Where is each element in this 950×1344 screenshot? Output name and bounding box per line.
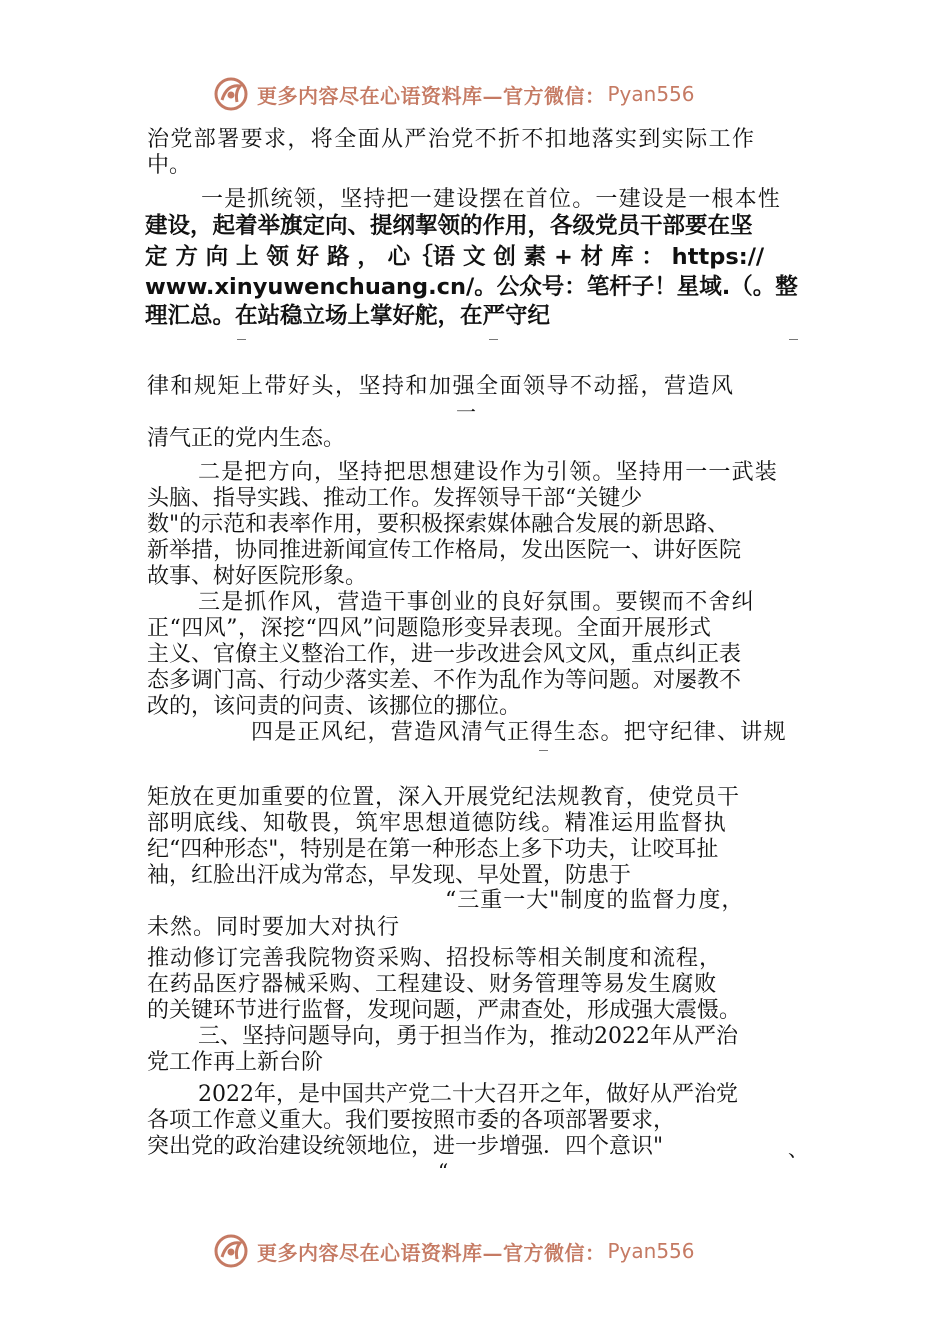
dash-mark: 一 xyxy=(456,400,476,424)
text-line: 三是抓作风，营造干事创业的良好氛围。要锲而不舍纠 xyxy=(198,590,755,615)
separator-dash xyxy=(489,339,498,340)
separator-dash xyxy=(539,750,548,751)
watermark-wechat-id: Pyan556 xyxy=(607,82,695,106)
text-line: 改的，该问责的问责、该挪位的挪位。 xyxy=(147,694,522,719)
separator-dash xyxy=(789,339,798,340)
quote-mark: “ xyxy=(438,1159,449,1183)
text-line: 袖，红脸出汗成为常态，早发现、早处置，防患于 xyxy=(147,863,632,888)
text-line: 各项工作意义重大。我们要按照市委的各项部署要求， xyxy=(147,1108,676,1133)
separator-dash xyxy=(237,339,246,340)
text-line: 清气正的党内生态。 xyxy=(147,426,346,451)
text-line: 突出党的政治建设统领地位，进一步增强．四个意识" xyxy=(147,1134,664,1159)
text-line: 故事、树好医院形象。 xyxy=(147,564,368,589)
header-watermark xyxy=(213,76,695,112)
text-line: 数"的示范和表率作用，要积极探索媒体融合发展的新思路、 xyxy=(147,512,730,537)
footer-watermark xyxy=(213,1233,695,1269)
text-line: 部明底线、知敬畏，筑牢思想道德防线。精准运用监督执 xyxy=(147,811,728,836)
text-line: 2022年，是中国共产党二十大召开之年，做好从严治党 xyxy=(198,1082,738,1107)
text-line: 建设，起着举旗定向、提纲挈领的作用，各级党员干部要在坚 xyxy=(145,213,753,239)
text-line: 未然。同时要加大对执行 xyxy=(147,915,401,940)
watermark-text: 更多内容尽在心语资料库—官方微信： xyxy=(257,1240,606,1265)
text-line: 主义、官僚主义整治工作，进一步改进会风文风，重点纠正表 xyxy=(147,642,742,667)
text-line: 二是把方向，坚持把思想建设作为引领。坚持用一一武装 xyxy=(198,460,779,485)
seal-logo-icon xyxy=(213,1233,249,1269)
seal-logo-icon xyxy=(213,76,249,112)
text-line: 在药品医疗器械采购、工程建设、财务管理等易发生腐败 xyxy=(147,972,718,997)
comma-mark: 、 xyxy=(788,1137,808,1161)
text-line: 头脑、指导实践、推动工作。发挥领导干部“关键少 xyxy=(147,486,643,511)
text-line: 党工作再上新台阶 xyxy=(147,1050,324,1075)
text-line: 推动修订完善我院物资采购、招投标等相关制度和流程， xyxy=(147,946,723,971)
text-line: 态多调门高、行动少落实差、不作为乱作为等问题。对屡教不 xyxy=(147,668,742,693)
watermark-text: 更多内容尽在心语资料库—官方微信： xyxy=(257,83,606,108)
text-line: 理汇总。在站稳立场上掌好舵，在严守纪 xyxy=(145,303,551,329)
text-line: www.xinyuwenchuang.cn/。公众号：笔杆子！星域.（。整 xyxy=(145,274,798,300)
text-line: 一是抓统领，坚持把一建设摆在首位。一建设是一根本性 xyxy=(201,187,782,212)
text-line: 矩放在更加重要的位置，深入开展党纪法规教育，使党员干 xyxy=(147,785,740,810)
text-line: 正“四风”，深挖“四风”问题隐形变异表现。全面开展形式 xyxy=(147,616,712,641)
text-line: 新举措，协同推进新闻宣传工作格局，发出医院一、讲好医院 xyxy=(147,538,742,563)
text-line: 三、坚持问题导向，勇于担当作为，推动2022年从严治 xyxy=(198,1024,738,1049)
text-line: “三重一大"制度的监督力度， xyxy=(445,888,745,913)
text-line: 纪“四种形态"，特别是在第一种形态上多下功夫，让咬耳扯 xyxy=(147,837,719,862)
text-line: 中。 xyxy=(147,153,192,178)
text-line: 定 方 向 上 领 好 路 ， 心｛语 文 创 素 + 材 库 ： https:// xyxy=(145,244,765,270)
text-line: 律和规矩上带好头，坚持和加强全面领导不动摇，营造风 xyxy=(147,374,735,399)
text-line: 治党部署要求，将全面从严治党不折不扣地落实到实际工作 xyxy=(147,127,756,152)
watermark-wechat-id: Pyan556 xyxy=(607,1239,695,1263)
text-line: 的关键环节进行监督，发现问题，严肃查处，形成强大震慑。 xyxy=(147,998,742,1023)
text-line: 四是正风纪，营造风清气正得生态。把守纪律、讲规 xyxy=(251,720,787,745)
